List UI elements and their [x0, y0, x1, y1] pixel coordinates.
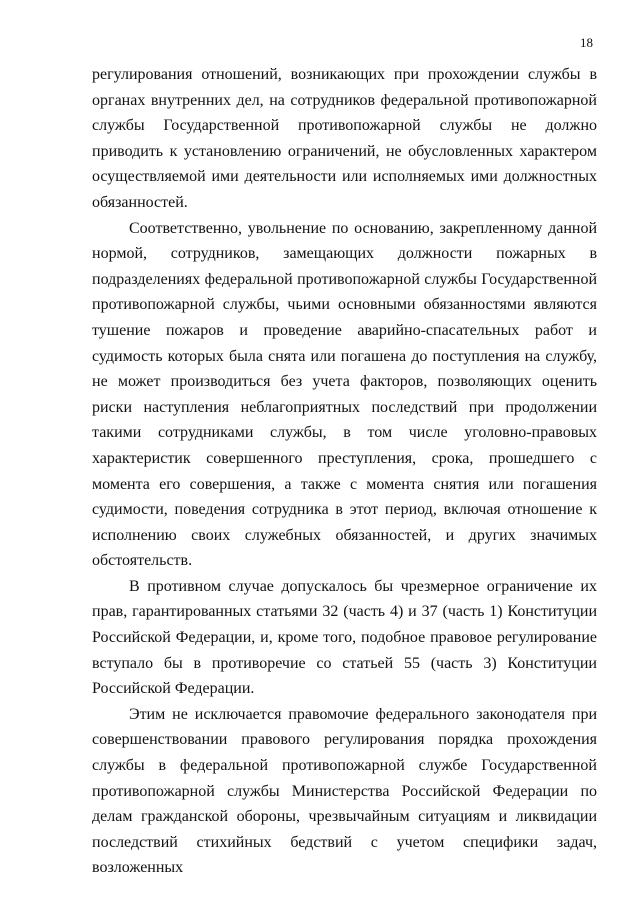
document-body: [92, 62, 597, 881]
paragraph-rights-restriction: В противном случае допускалось бы чрезмерное ограничение их прав, гарантированных статьями 32 (часть 4) и 37 (часть 1) Конституции Российской Федерации, и, кроме того, подобное правовое регулирование вступало бы в противоречие со статьей 55 (часть 3) Конституции Российской Федерации.: [92, 577, 597, 698]
paragraph-continuation: регулирования отношений, возникающих при прохождении службы в органах внутренних дел, на сотрудников федеральной противопожарной службы Государственной противопожарной службы не должно приводить к установлению ограничений, не обусловленных характером осуществляемой ими деятельности или исполняемых ими должностных обязанностей.: [92, 66, 597, 211]
paragraph-dismissal-factors: Соответственно, увольнение по основанию, закрепленному данной нормой, сотрудников, замещающих должности пожарных в подразделениях федеральной противопожарной службы Государственной противопожарной службы, чьими основными обязанностями являются тушение пожаров и проведение аварийно-спасательных работ и судимость которых была снята или погашена до поступления на службу, не может производиться без учета факторов, позволяющих оценить риски наступления неблагоприятных последствий при продолжении такими сотрудниками службы, в том числе уголовно-правовых характеристик совершенного преступления, срока, прошедшего с момента его совершения, а также с момента снятия или погашения судимости, поведения сотрудника в этот период, включая отношение к исполнению своих служебных обязанностей, и других значимых обстоятельств.: [92, 219, 597, 570]
paragraph-legislator-power: Этим не исключается правомочие федерального законодателя при совершенствовании правового регулирования порядка прохождения службы в федеральной противопожарной службе Государственной противопожарной службы Министерства Российской Федерации по делам гражданской обороны, чрезвычайным ситуациям и ликвидации последствий стихийных бедствий с учетом специфики задач, возложенных: [92, 705, 597, 877]
page-number: 18: [580, 35, 593, 50]
